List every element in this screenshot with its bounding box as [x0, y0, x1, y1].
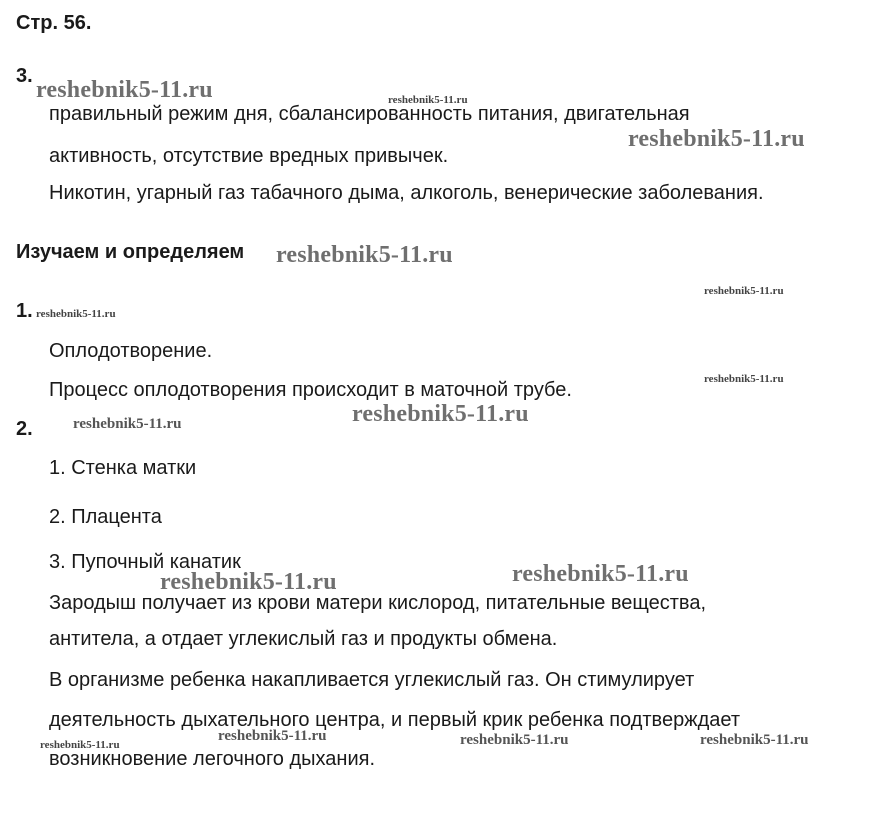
watermark-text: reshebnik5-11.ru	[460, 732, 569, 748]
task-2-list-item-2: 2. Плацента	[49, 506, 162, 528]
watermark-text: reshebnik5-11.ru	[73, 416, 182, 432]
watermark-text: reshebnik5-11.ru	[276, 242, 453, 268]
watermark-text: reshebnik5-11.ru	[36, 308, 116, 320]
watermark-text: reshebnik5-11.ru	[218, 728, 327, 744]
watermark-text: reshebnik5-11.ru	[512, 561, 689, 587]
watermark-text: reshebnik5-11.ru	[40, 739, 120, 751]
task-1-line-1: Оплодотворение.	[49, 340, 213, 362]
watermark-text: reshebnik5-11.ru	[388, 94, 468, 106]
task-1-line-2: Процесс оплодотворения происходит в маточной трубе.	[49, 379, 572, 401]
watermark-text: reshebnik5-11.ru	[700, 732, 809, 748]
task-number-2: 2.	[16, 418, 33, 440]
section-heading: Изучаем и определяем	[16, 241, 245, 263]
task-number-1: 1.	[16, 300, 33, 322]
task-2-line-3: В организме ребенка накапливается углекислый газ. Он стимулирует	[49, 669, 695, 691]
watermark-text: reshebnik5-11.ru	[160, 569, 337, 595]
task-2-list-item-1: 1. Стенка матки	[49, 457, 197, 479]
watermark-text: reshebnik5-11.ru	[36, 77, 213, 103]
watermark-text: reshebnik5-11.ru	[704, 373, 784, 385]
task-2-line-2: антитела, а отдает углекислый газ и продукты обмена.	[49, 628, 558, 650]
page-title: Стр. 56.	[16, 12, 92, 34]
task-3-line-3: Никотин, угарный газ табачного дыма, алкоголь, венерические заболевания.	[49, 182, 764, 204]
task-2-line-5: возникновение легочного дыхания.	[49, 748, 376, 770]
task-2-list-item-3: 3. Пупочный канатик	[49, 551, 241, 573]
task-2-line-4: деятельность дыхательного центра, и первый крик ребенка подтверждает	[49, 709, 740, 731]
task-3-line-2: активность, отсутствие вредных привычек.	[49, 145, 449, 167]
task-2-line-1: Зародыш получает из крови матери кислород, питательные вещества,	[49, 592, 707, 614]
watermark-text: reshebnik5-11.ru	[704, 285, 784, 297]
task-number-3: 3.	[16, 65, 33, 87]
watermark-text: reshebnik5-11.ru	[628, 126, 805, 152]
task-3-line-1: правильный режим дня, сбалансированность питания, двигательная	[49, 103, 690, 125]
watermark-text: reshebnik5-11.ru	[352, 401, 529, 427]
